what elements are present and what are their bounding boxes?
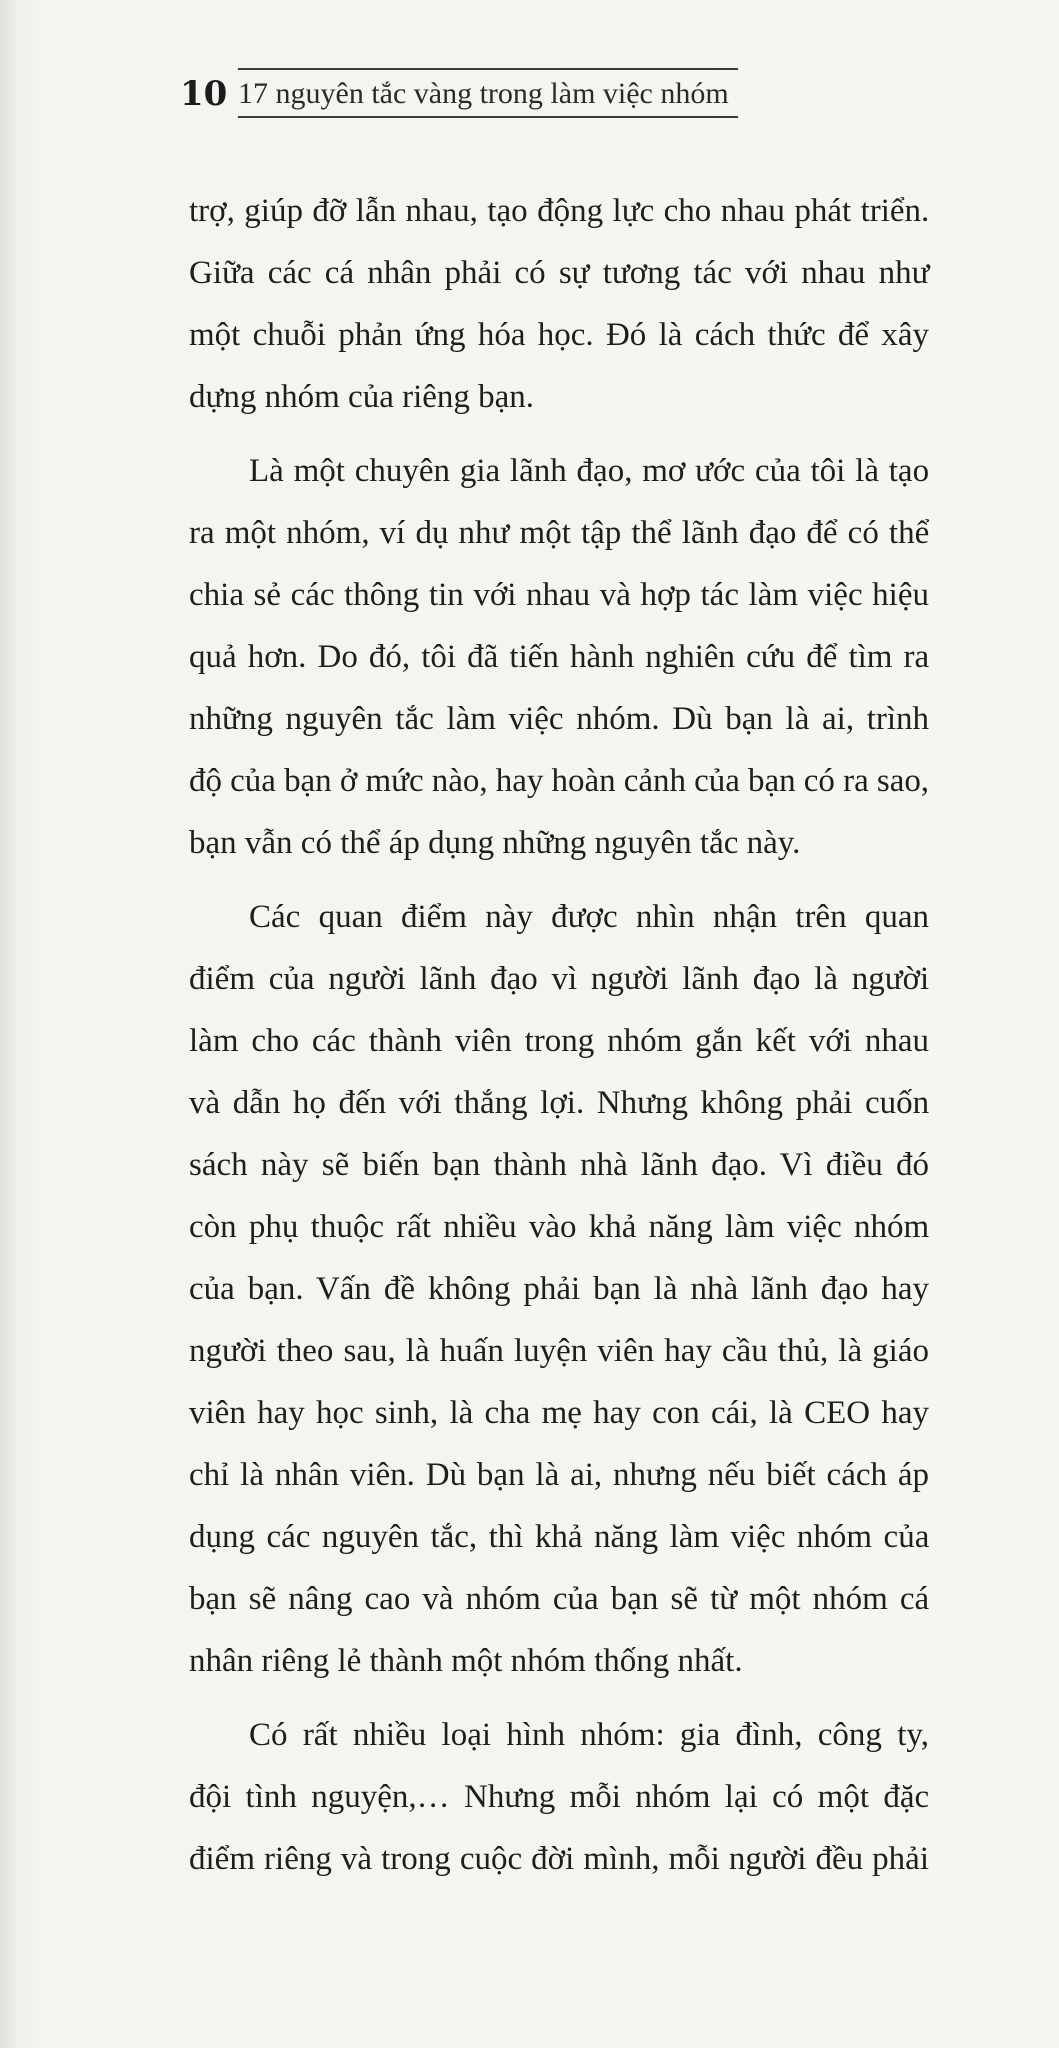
- text-line: Có rất nhiều loại hình nhóm: gia đình, công ty,: [249, 1717, 929, 1753]
- text-line: dụng các nguyên tắc, thì khả năng làm việc nhóm của: [189, 1519, 930, 1555]
- text-line: những nguyên tắc làm việc nhóm. Dù bạn là ai, trình: [189, 701, 930, 737]
- paragraph: [189, 440, 929, 874]
- text-line: một chuỗi phản ứng hóa học. Đó là cách thức để xây: [189, 317, 929, 353]
- text-line: viên hay học sinh, là cha mẹ hay con cái, là CEO hay: [189, 1395, 929, 1431]
- text-line: ra một nhóm, ví dụ như một tập thể lãnh đạo để có thể: [189, 515, 930, 551]
- text-line: dựng nhóm của riêng bạn.: [189, 379, 535, 415]
- text-line: bạn sẽ nâng cao và nhóm của bạn sẽ từ một nhóm cá: [189, 1581, 930, 1617]
- text-line: và dẫn họ đến với thắng lợi. Nhưng không phải cuốn: [189, 1085, 930, 1121]
- text-line: đội tình nguyện,… Nhưng mỗi nhóm lại có một đặc: [189, 1779, 930, 1815]
- text-line: trợ, giúp đỡ lẫn nhau, tạo động lực cho nhau phát triển.: [189, 193, 930, 229]
- page-header: [180, 72, 740, 122]
- text-line: bạn vẫn có thể áp dụng những nguyên tắc này.: [189, 825, 801, 861]
- page-binding-edge: [0, 0, 18, 2048]
- text-line: Là một chuyên gia lãnh đạo, mơ ước của tôi là tạo: [249, 453, 930, 489]
- text-line: làm cho các thành viên trong nhóm gắn kết với nhau: [189, 1023, 929, 1059]
- text-line: chỉ là nhân viên. Dù bạn là ai, nhưng nếu biết cách áp: [189, 1457, 929, 1493]
- text-line: Các quan điểm này được nhìn nhận trên quan: [249, 899, 929, 935]
- text-line: quả hơn. Do đó, tôi đã tiến hành nghiên cứu để tìm ra: [189, 639, 930, 675]
- header-rule-bottom: [238, 116, 738, 118]
- text-line: còn phụ thuộc rất nhiều vào khả năng làm việc nhóm: [189, 1209, 930, 1245]
- text-line: độ của bạn ở mức nào, hay hoàn cảnh của bạn có ra sao,: [189, 763, 929, 799]
- page-number: 10: [180, 74, 228, 114]
- text-line: người theo sau, là huấn luyện viên hay cầu thủ, là giáo: [189, 1333, 929, 1369]
- text-line: điểm của người lãnh đạo vì người lãnh đạo là người: [189, 961, 930, 997]
- paragraph: [189, 1704, 929, 1890]
- text-line: Giữa các cá nhân phải có sự tương tác với nhau như: [189, 255, 930, 291]
- body-text: [189, 180, 929, 1902]
- paragraph: [189, 180, 929, 428]
- text-line: của bạn. Vấn đề không phải bạn là nhà lãnh đạo hay: [189, 1271, 929, 1307]
- text-line: sách này sẽ biến bạn thành nhà lãnh đạo. Vì điều đó: [189, 1147, 929, 1183]
- paragraph: [189, 886, 929, 1692]
- text-line: nhân riêng lẻ thành một nhóm thống nhất.: [189, 1643, 743, 1679]
- header-rule-top: [238, 68, 738, 70]
- text-line: điểm riêng và trong cuộc đời mình, mỗi người đều phải: [189, 1841, 929, 1877]
- text-line: chia sẻ các thông tin với nhau và hợp tác làm việc hiệu: [189, 577, 929, 613]
- running-title: 17 nguyên tắc vàng trong làm việc nhóm: [238, 77, 729, 110]
